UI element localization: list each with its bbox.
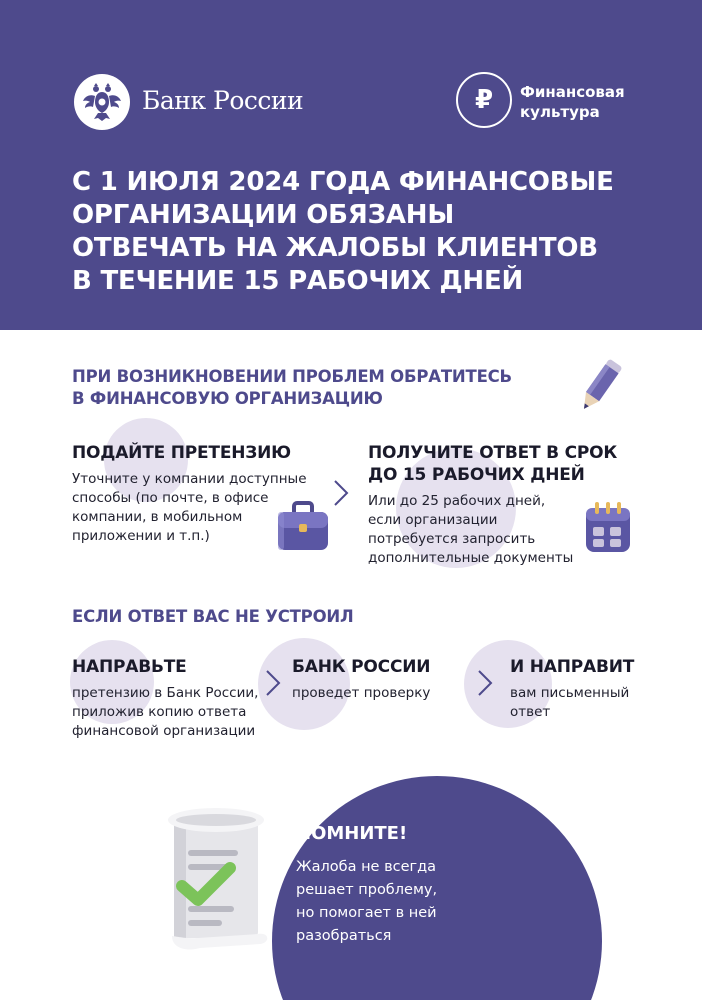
step-reply-title: И НАПРАВИТ (510, 657, 635, 677)
fin-culture-line-2: культура (520, 103, 600, 121)
text-line: финансовой организации (72, 723, 256, 739)
scroll-check-icon (152, 798, 276, 958)
text-line: ответ (510, 704, 551, 720)
fin-culture-logo (456, 72, 512, 128)
section-title-line: ПРИ ВОЗНИКНОВЕНИИ ПРОБЛЕМ ОБРАТИТЕСЬ (72, 367, 512, 386)
chevron-right-icon (474, 668, 496, 698)
page-headline (72, 166, 672, 298)
step-get-answer-title (368, 442, 668, 486)
text-line: потребуется запросить (368, 531, 536, 547)
section-title-not-satisfied: ЕСЛИ ОТВЕТ ВАС НЕ УСТРОИЛ (72, 607, 354, 626)
step-get-answer-text (368, 492, 598, 568)
header-banner (0, 0, 702, 330)
step-bank-title: БАНК РОССИИ (292, 657, 431, 677)
step-send-text (72, 684, 272, 741)
calendar-icon (582, 500, 634, 556)
title-line: ДО 15 РАБОЧИХ ДНЕЙ (368, 465, 585, 485)
text-line: приложении и т.п.) (72, 528, 210, 544)
briefcase-icon (274, 498, 332, 554)
text-line: если организации (368, 512, 498, 528)
text-line: претензию в Банк России, (72, 685, 259, 701)
text-line: Или до 25 рабочих дней, (368, 493, 546, 509)
remember-title: ПОМНИТЕ! (296, 823, 408, 844)
headline-line: ОРГАНИЗАЦИИ ОБЯЗАНЫ (72, 200, 455, 230)
chevron-right-icon (262, 668, 284, 698)
text-line: но помогает в ней (296, 905, 437, 921)
eagle-emblem-icon (80, 80, 124, 124)
step-reply-text (510, 684, 660, 722)
text-line: приложив копию ответа (72, 704, 247, 720)
bank-name: Банк России (142, 86, 304, 115)
pencil-icon (572, 356, 628, 416)
text-line: компании, в мобильном (72, 509, 243, 525)
text-line: дополнительные документы (368, 550, 574, 566)
text-line: проведет проверку (292, 685, 431, 701)
headline-line: С 1 ИЮЛЯ 2024 ГОДА ФИНАНСОВЫЕ (72, 167, 614, 197)
text-line: Уточните у компании доступные (72, 471, 307, 487)
text-line: разобраться (296, 928, 392, 944)
step-send-title: НАПРАВЬТЕ (72, 657, 187, 677)
step-bank-text (292, 684, 462, 703)
headline-line: В ТЕЧЕНИЕ 15 РАБОЧИХ ДНЕЙ (72, 266, 524, 296)
fin-culture-line-1: Финансовая (520, 83, 625, 101)
text-line: способы (по почте, в офисе (72, 490, 269, 506)
bank-of-russia-logo (74, 74, 130, 130)
section-title-contact-org (72, 366, 572, 410)
title-line: ПОЛУЧИТЕ ОТВЕТ В СРОК (368, 443, 618, 463)
fin-culture-title (520, 82, 660, 122)
chevron-right-icon (330, 478, 352, 508)
text-line: решает проблему, (296, 882, 438, 898)
headline-line: ОТВЕЧАТЬ НА ЖАЛОБЫ КЛИЕНТОВ (72, 233, 598, 263)
ruble-clock-icon: ₽ (474, 85, 494, 115)
section-title-line: В ФИНАНСОВУЮ ОРГАНИЗАЦИЮ (72, 389, 383, 408)
text-line: Жалоба не всегда (296, 859, 437, 875)
step-submit-claim-title: ПОДАЙТЕ ПРЕТЕНЗИЮ (72, 443, 291, 463)
remember-text (296, 856, 496, 948)
text-line: вам письменный (510, 685, 630, 701)
